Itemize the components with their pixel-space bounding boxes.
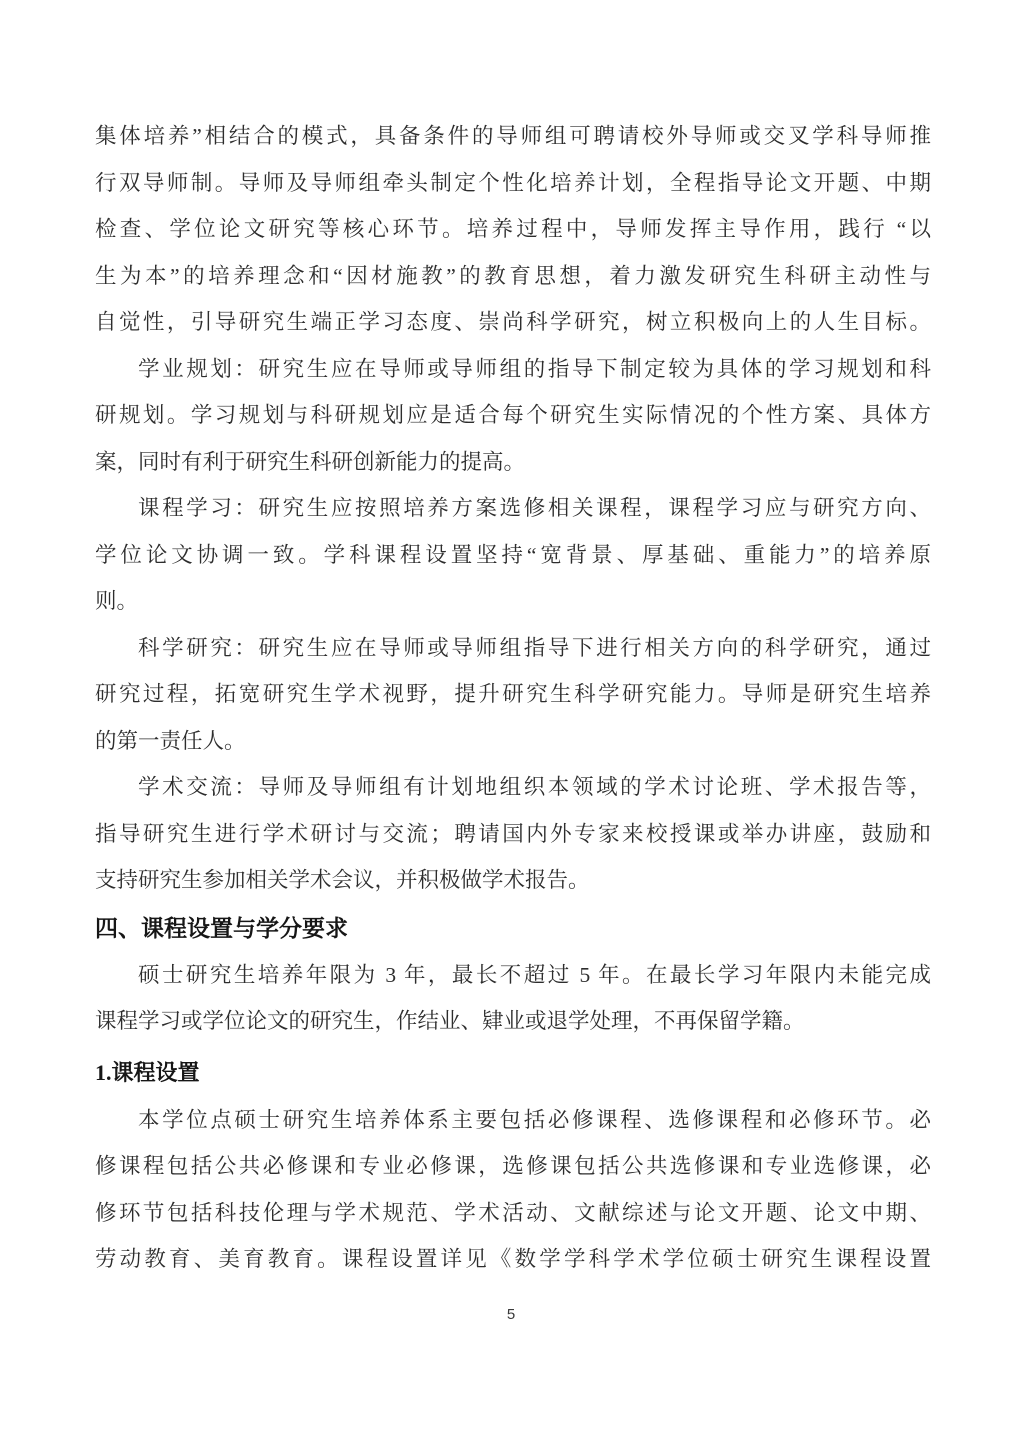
- text-line: 则。: [95, 589, 139, 613]
- section-heading-course-credit-requirements: 四、课程设置与学分要求: [95, 914, 348, 941]
- page-content: [95, 113, 931, 1283]
- text-line: 劳动教育、美育教育。课程设置详见《数学学科学术学位硕士研究生课程设置: [95, 1247, 931, 1271]
- paragraph-course-study: [95, 485, 931, 625]
- text-line: 检查、学位论文研究等核心环节。培养过程中，导师发挥主导作用，践行 “以: [95, 217, 931, 241]
- paragraph-collective-training: [95, 113, 931, 346]
- text-line: 集体培养”相结合的模式，具备条件的导师组可聘请校外导师或交叉学科导师推: [95, 124, 931, 148]
- text-line: 行双导师制。导师及导师组牵头制定个性化培养计划，全程指导论文开题、中期: [95, 170, 931, 195]
- paragraph-scientific-research: [95, 625, 931, 765]
- text-line: 修环节包括科技伦理与学术规范、学术活动、文献综述与论文开题、论文中期、: [95, 1200, 931, 1225]
- text-line: 学术交流：导师及导师组有计划地组织本领域的学术讨论班、学术报告等，: [138, 775, 931, 799]
- text-line: 课程学习：研究生应按照培养方案选修相关课程，课程学习应与研究方向、: [138, 496, 931, 520]
- paragraph-study-planning: [95, 346, 931, 486]
- subheading-course-setup: 1.课程设置: [95, 1059, 200, 1085]
- paragraph-course-system: [95, 1097, 931, 1283]
- text-line: 科学研究：研究生应在导师或导师组指导下进行相关方向的科学研究，通过: [138, 635, 931, 660]
- text-line: 案，同时有利于研究生科研创新能力的提高。: [95, 449, 526, 474]
- text-line: 指导研究生进行学术研讨与交流；聘请国内外专家来校授课或举办讲座，鼓励和: [95, 821, 931, 846]
- text-line: 自觉性，引导研究生端正学习态度、崇尚科学研究，树立积极向上的人生目标。: [95, 310, 931, 334]
- text-line: 的第一责任人。: [95, 728, 246, 753]
- text-line: 研究过程，拓宽研究生学术视野，提升研究生科学研究能力。导师是研究生培养: [95, 682, 931, 706]
- paragraph-academic-exchange: [95, 764, 931, 904]
- paragraph-duration: [95, 952, 931, 1045]
- text-line: 课程学习或学位论文的研究生，作结业、肄业或退学处理，不再保留学籍。: [95, 1009, 805, 1033]
- text-line: 生为本”的培养理念和“因材施教”的教育思想，着力激发研究生科研主动性与: [95, 263, 931, 288]
- text-line: 研规划。学习规划与科研规划应是适合每个研究生实际情况的个性方案、具体方: [95, 403, 931, 427]
- text-line: 修课程包括公共必修课和专业必修课，选修课包括公共选修课和专业选修课，必: [95, 1154, 931, 1178]
- text-line: 硕士研究生培养年限为 3 年，最长不超过 5 年。在最长学习年限内未能完成: [138, 962, 931, 987]
- text-line: 支持研究生参加相关学术会议，并积极做学术报告。: [95, 868, 590, 892]
- text-line: 本学位点硕士研究生培养体系主要包括必修课程、选修课程和必修环节。必: [138, 1107, 931, 1132]
- text-line: 学业规划：研究生应在导师或导师组的指导下制定较为具体的学习规划和科: [138, 356, 931, 381]
- text-line: 学位论文协调一致。学科课程设置坚持“宽背景、厚基础、重能力”的培养原: [95, 542, 931, 567]
- page-number: 5: [506, 1306, 516, 1323]
